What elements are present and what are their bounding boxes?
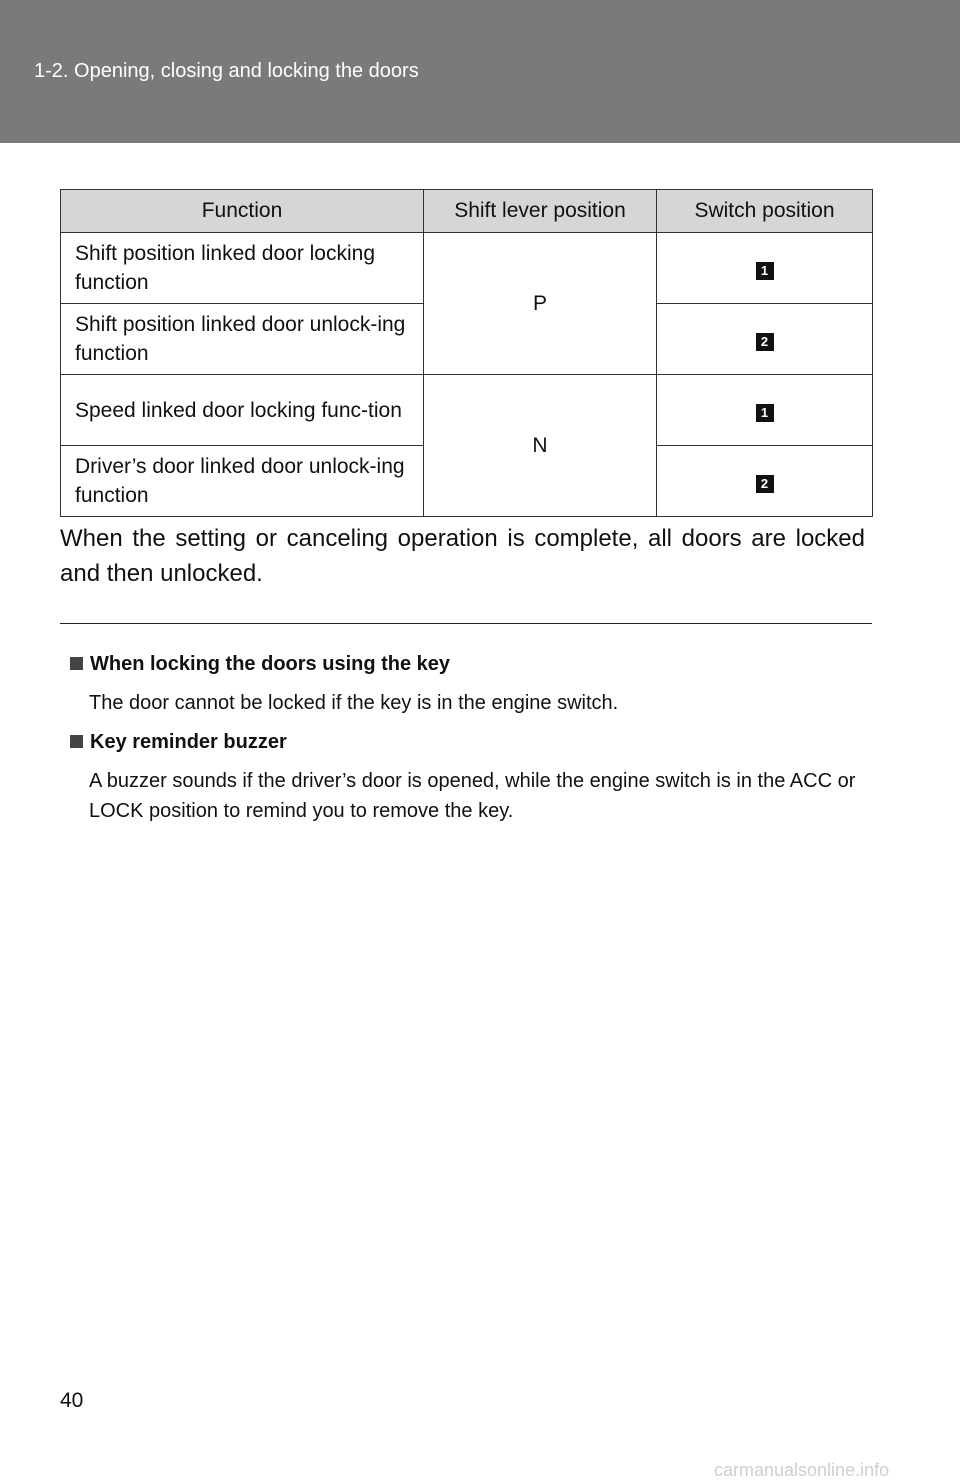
column-header-switch: Switch position bbox=[657, 190, 873, 233]
table-row bbox=[61, 233, 873, 304]
switch-cell bbox=[657, 304, 873, 375]
switch-position-badge: 1 bbox=[756, 262, 774, 280]
function-cell: Driver’s door linked door unlock-ing function bbox=[61, 446, 424, 517]
square-bullet-icon bbox=[70, 657, 83, 670]
page-header bbox=[0, 0, 960, 143]
table-header-row bbox=[61, 190, 873, 233]
shift-lever-cell: P bbox=[424, 233, 657, 375]
note-body: A buzzer sounds if the driver’s door is opened, while the engine switch is in the ACC or LOCK position to remind you to remove the key. bbox=[89, 770, 856, 822]
watermark: carmanualsonline.info bbox=[714, 1460, 890, 1480]
completion-paragraph: When the setting or canceling operation is complete, all doors are locked and then unlocked. bbox=[60, 525, 865, 587]
section-title: 1-2. Opening, closing and locking the doors bbox=[34, 60, 419, 82]
switch-cell bbox=[657, 233, 873, 304]
column-header-function: Function bbox=[61, 190, 424, 233]
switch-cell bbox=[657, 375, 873, 446]
note-title: When locking the doors using the key bbox=[90, 653, 451, 675]
note-body: The door cannot be locked if the key is in the engine switch. bbox=[89, 692, 619, 714]
function-table bbox=[60, 189, 873, 517]
function-cell: Shift position linked door locking function bbox=[61, 233, 424, 304]
switch-cell bbox=[657, 446, 873, 517]
page-number: 40 bbox=[60, 1389, 84, 1412]
switch-position-badge: 2 bbox=[756, 475, 774, 493]
note-heading bbox=[70, 731, 287, 754]
switch-position-badge: 1 bbox=[756, 404, 774, 422]
shift-lever-cell: N bbox=[424, 375, 657, 517]
column-header-shift-lever: Shift lever position bbox=[424, 190, 657, 233]
switch-position-badge: 2 bbox=[756, 333, 774, 351]
square-bullet-icon bbox=[70, 735, 83, 748]
note-title: Key reminder buzzer bbox=[90, 731, 287, 753]
function-cell: Speed linked door locking func-tion bbox=[61, 375, 424, 446]
note-heading bbox=[70, 653, 450, 676]
table-row bbox=[61, 375, 873, 446]
section-divider bbox=[60, 623, 872, 624]
function-cell: Shift position linked door unlock-ing function bbox=[61, 304, 424, 375]
